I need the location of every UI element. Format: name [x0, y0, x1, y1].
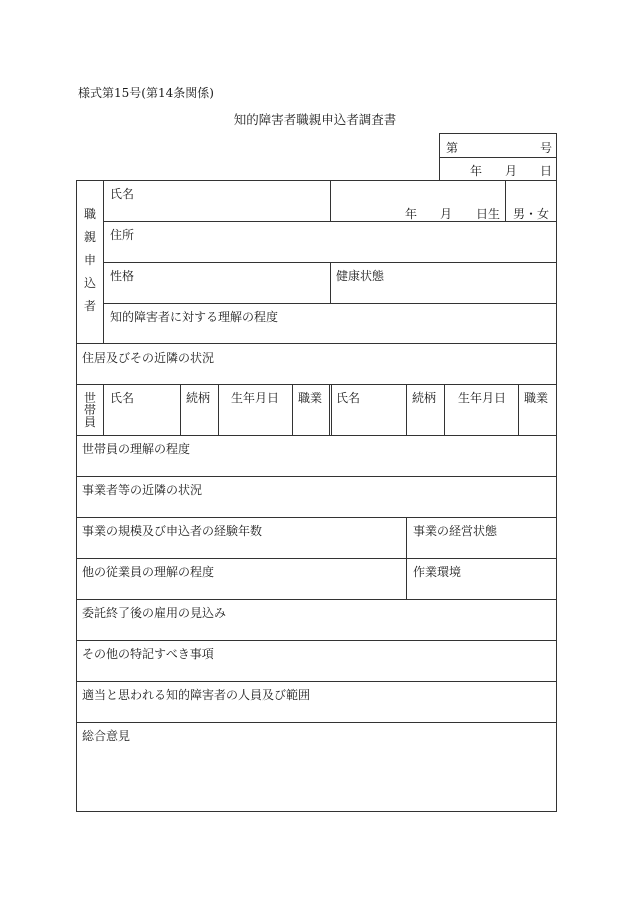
birth-day-label: 日生: [476, 207, 501, 221]
understanding-label: 知的障害者に対する理解の程度: [110, 310, 279, 324]
row-line-residence: [76, 343, 557, 344]
row-line-post-employment: [76, 599, 557, 600]
business-scale-label: 事業の規模及び申込者の経験年数: [82, 524, 263, 538]
household-col-name-1: 氏名: [110, 391, 135, 405]
number-date-divider: [439, 157, 557, 158]
address-label: 住所: [110, 228, 135, 242]
household-side-label: [84, 392, 96, 428]
row-line-business-scale: [76, 517, 557, 518]
household-col-divider-3: [292, 384, 293, 435]
household-side-char-1: 世: [84, 391, 97, 405]
row-line-household-understanding: [76, 435, 557, 436]
applicant-side-char-2: 親: [84, 230, 97, 244]
household-col-birthdate-1: 生年月日: [231, 391, 280, 405]
suitable-range-label: 適当と思われる知的障害者の人員及び範囲: [82, 688, 311, 702]
applicant-side-char-4: 込: [84, 276, 97, 290]
household-col-divider-6: [406, 384, 407, 435]
header-date-month: 月: [505, 164, 518, 178]
personality-health-divider: [330, 262, 331, 303]
row-line-suitable-range: [76, 681, 557, 682]
work-environment-label: 作業環境: [413, 565, 462, 579]
other-notes-label: その他の特記すべき事項: [82, 647, 214, 661]
household-col-divider-4: [329, 384, 330, 435]
post-employment-label: 委託終了後の雇用の見込み: [82, 606, 227, 620]
name-birth-divider: [330, 180, 331, 221]
row-line-understanding: [103, 303, 557, 304]
household-col-divider-7: [444, 384, 445, 435]
applicant-side-char-5: 者: [84, 299, 97, 313]
business-status-label: 事業の経営状態: [413, 524, 498, 538]
household-side-char-3: 員: [84, 415, 97, 429]
household-col-birthdate-2: 生年月日: [458, 391, 507, 405]
number-suffix: 号: [540, 141, 553, 155]
row-line-address: [103, 221, 557, 222]
applicant-side-char-1: 職: [84, 207, 97, 221]
header-date-year: 年: [470, 164, 483, 178]
personality-label: 性格: [110, 269, 135, 283]
household-col-relation-1: 続柄: [186, 391, 211, 405]
health-label: 健康状態: [336, 269, 385, 283]
birth-sex-divider: [505, 180, 506, 221]
household-side-char-2: 帯: [84, 403, 97, 417]
overall-opinion-label: 総合意見: [82, 729, 131, 743]
sex-options: 男・女: [513, 207, 550, 221]
form-number-label: 様式第15号(第14条関係): [78, 86, 214, 100]
birth-year-label: 年: [405, 207, 418, 221]
household-col-occupation-2: 職業: [524, 391, 549, 405]
household-understanding-label: 世帯員の理解の程度: [82, 442, 191, 456]
row-line-business-neighborhood: [76, 476, 557, 477]
household-col-name-2: 氏名: [336, 391, 361, 405]
row-line-household: [76, 384, 557, 385]
household-side-divider: [103, 384, 104, 435]
document-title: 知的障害者職親申込者調査書: [233, 112, 397, 127]
applicant-side-label: [84, 208, 96, 312]
number-prefix: 第: [446, 141, 459, 155]
applicant-name-label: 氏名: [110, 187, 135, 201]
household-col-divider-5: [331, 384, 332, 435]
row-line-overall-opinion: [76, 722, 557, 723]
household-col-occupation-1: 職業: [298, 391, 323, 405]
business-neighborhood-label: 事業者等の近隣の状況: [82, 483, 203, 497]
household-col-divider-8: [518, 384, 519, 435]
row-line-other-notes: [76, 640, 557, 641]
birth-month-label: 月: [440, 207, 453, 221]
header-date-day: 日: [540, 164, 553, 178]
household-col-divider-2: [218, 384, 219, 435]
other-employees-label: 他の従業員の理解の程度: [82, 565, 215, 579]
row-line-other-employees: [76, 558, 557, 559]
residence-label: 住居及びその近隣の状況: [82, 351, 215, 365]
household-col-divider-1: [180, 384, 181, 435]
applicant-side-char-3: 申: [84, 253, 97, 267]
household-col-relation-2: 続柄: [412, 391, 437, 405]
